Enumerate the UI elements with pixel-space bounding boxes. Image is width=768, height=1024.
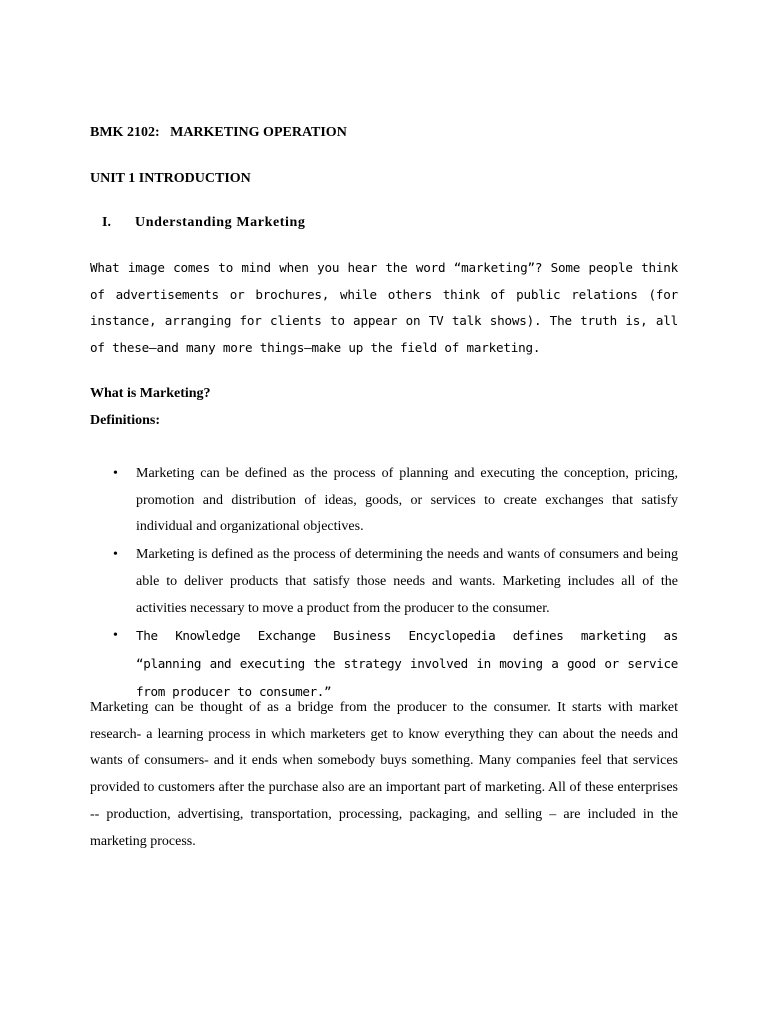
definition-text: Marketing can be defined as the process of planning and executing the conception, pricing, promotion and distribution of ideas, goods, or services to create exchanges that satisfy individual and organizational objectives.	[136, 466, 678, 535]
list-item	[90, 542, 678, 622]
intro-paragraph: What image comes to mind when you hear the word “marketing”? Some people think of advertisements or brochures, while others think of public relations (for instance, arranging for clients to appear on TV talk shows). The truth is, all of these—and many more things—make up the field of marketing.	[90, 260, 678, 356]
what-is-marketing-heading: What is Marketing?	[90, 386, 211, 401]
course-title: BMK 2102: MARKETING OPERATION	[90, 125, 347, 140]
unit-title: UNIT 1 INTRODUCTION	[90, 171, 251, 186]
definitions-heading: Definitions:	[90, 413, 160, 428]
closing-paragraph: Marketing can be thought of as a bridge from the producer to the consumer. It starts with market research- a learning process in which marketers get to know everything they can about the needs and wants of consumers- and it ends when somebody buys something. Many companies feel that services provided to customers after the purchase also are an important part of marketing. All of these enterprises -- production, advertising, transportation, processing, packaging, and selling – are included in the marketing process.	[90, 700, 678, 849]
definitions-list	[90, 461, 678, 707]
bullet-icon: •	[113, 628, 118, 644]
definition-text: The Knowledge Exchange Business Encyclopedia defines marketing as “planning and executing the strategy involved in moving a good or service from producer to consumer.”	[136, 628, 678, 699]
bullet-icon: •	[113, 547, 118, 563]
definition-text: Marketing is defined as the process of determining the needs and wants of consumers and being able to deliver products that satisfy those needs and wants. Marketing includes all of the activities necessary to move a product from the producer to the consumer.	[136, 547, 678, 616]
section-number: I.	[102, 215, 111, 230]
list-item	[90, 623, 678, 706]
list-item	[90, 461, 678, 541]
bullet-icon: •	[113, 466, 118, 481]
section-title: Understanding Marketing	[135, 215, 306, 230]
